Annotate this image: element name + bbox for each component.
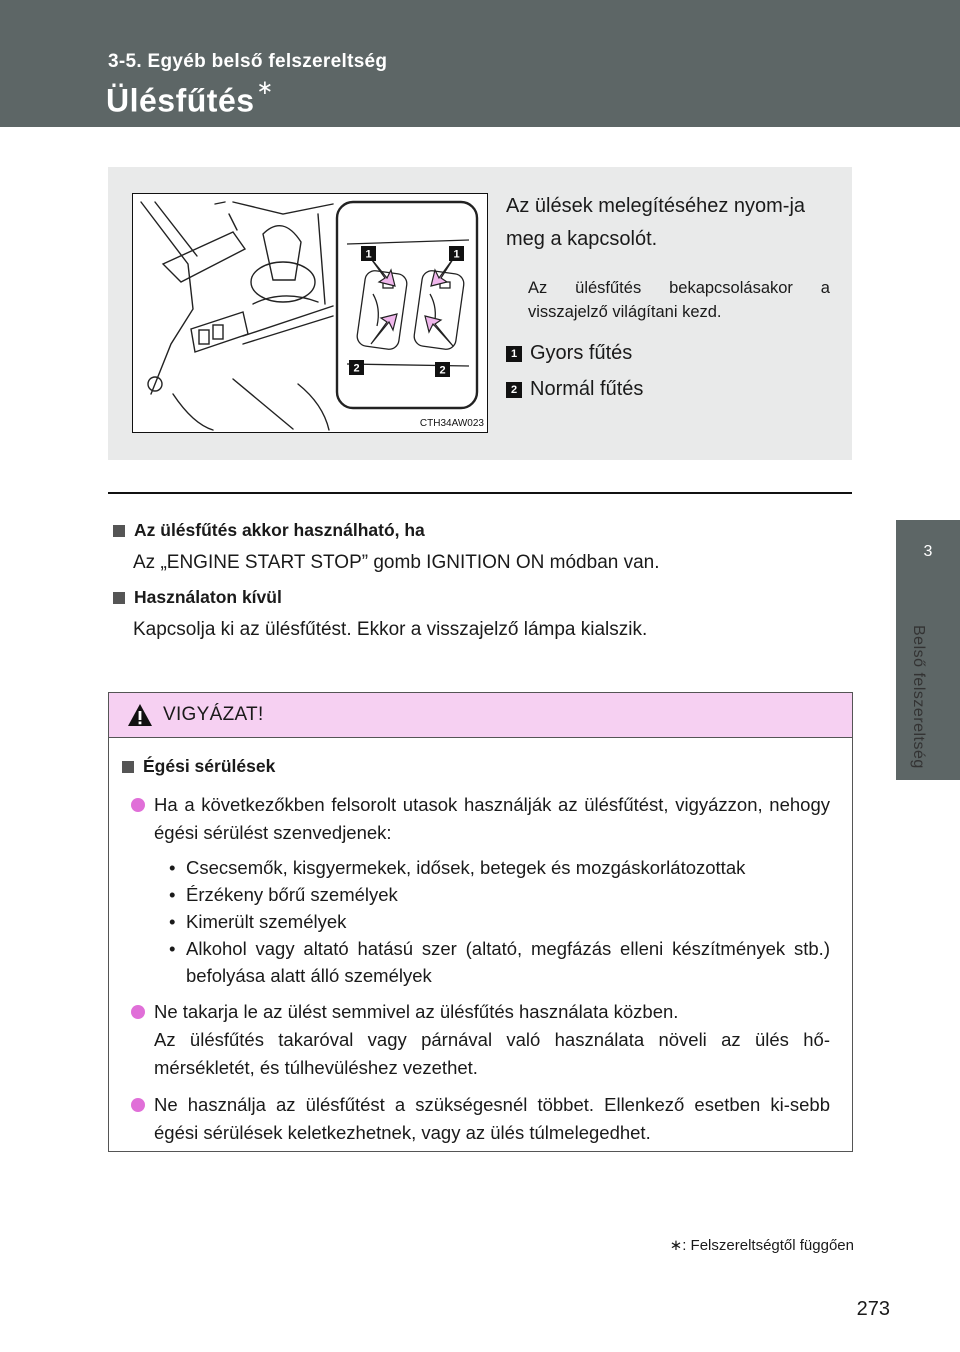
page-title-text: Ülésfűtés bbox=[106, 82, 255, 119]
sub-instruction: Az ülésfűtés bekapcsolásakor a visszajelző világítani kezd. bbox=[528, 279, 830, 321]
callout-2-left: 2 bbox=[353, 362, 360, 375]
caution-item bbox=[154, 791, 830, 989]
section-divider bbox=[108, 492, 852, 494]
callout-1-right: 1 bbox=[453, 248, 460, 261]
caution-item-text: Ne takarja le az ülést semmivel az ülésfűtés használata közben. bbox=[154, 1001, 679, 1022]
circle-bullet-icon bbox=[131, 1005, 145, 1019]
footnote-text: : Felszereltségtől függően bbox=[682, 1237, 854, 1254]
chapter-label: Belső felszereltség bbox=[910, 625, 927, 769]
list-item: • Kimerült személyek bbox=[169, 908, 830, 935]
caution-item bbox=[154, 1091, 830, 1147]
seat-heater-switch-illustration bbox=[132, 193, 488, 433]
square-bullet-icon bbox=[113, 525, 125, 537]
legend-label: Gyors fűtés bbox=[530, 342, 633, 364]
legend-label: Normál fűtés bbox=[530, 378, 644, 400]
caution-content bbox=[109, 738, 852, 1147]
legend-item-normal-heating bbox=[506, 378, 830, 401]
warning-triangle-icon bbox=[127, 703, 153, 727]
callout-2-right: 2 bbox=[439, 364, 446, 377]
at-risk-list bbox=[169, 854, 830, 989]
image-code: CTH34AW023 bbox=[419, 418, 484, 429]
list-item: • Csecsemők, kisgyermekek, idősek, betegek és mozgáskorlátozottak bbox=[169, 854, 830, 881]
chapter-number: 3 bbox=[923, 543, 933, 560]
note-body: Kapcsolja ki az ülésfűtést. Ekkor a visszajelző lámpa kialszik. bbox=[133, 619, 648, 640]
square-bullet-icon bbox=[113, 592, 125, 604]
caution-box bbox=[108, 692, 853, 1152]
optional-equipment-mark: ∗ bbox=[256, 77, 274, 99]
caution-item bbox=[154, 998, 830, 1082]
caution-header bbox=[109, 693, 852, 738]
main-instruction: Az ülések melegítéséhez nyom-ja meg a kapcsolót. bbox=[506, 195, 806, 250]
caution-label: VIGYÁZAT! bbox=[163, 704, 264, 725]
section-label: 3-5. Egyéb belső felszereltség bbox=[108, 51, 388, 72]
footnote-mark: ∗ bbox=[669, 1237, 683, 1254]
legend-number: 1 bbox=[506, 346, 522, 362]
note-heading: Az ülésfűtés akkor használható, ha bbox=[134, 520, 425, 540]
caution-subheading: Égési sérülések bbox=[143, 756, 276, 776]
caution-item-text: Ha a következőkben felsorolt utasok használják az ülésfűtést, vigyázzon, nehogy égési sérülést szenvedjenek: bbox=[154, 794, 830, 843]
note-usage-condition bbox=[113, 520, 853, 574]
console-drawing bbox=[133, 194, 487, 432]
list-item: • Alkohol vagy altató hatású szer (altató, megfázás elleni készítmények stb.) befolyása alatt álló személyek bbox=[169, 935, 830, 989]
list-item: • Érzékeny bőrű személyek bbox=[169, 881, 830, 908]
legend-number: 2 bbox=[506, 382, 522, 398]
square-bullet-icon bbox=[122, 761, 134, 773]
page-title bbox=[106, 77, 274, 120]
caution-item-text: Ne használja az ülésfűtést a szükségesnél többet. Ellenkező esetben ki-sebb égési sérülések keletkezhetnek, vagy az ülés túlmelegedhet. bbox=[154, 1094, 830, 1143]
note-heading: Használaton kívül bbox=[134, 587, 282, 607]
circle-bullet-icon bbox=[131, 798, 145, 812]
callout-1-left: 1 bbox=[365, 248, 372, 261]
caution-item-text: Az ülésfűtés takaróval vagy párnával való használata növeli az ülés hő-mérsékletét, és túlhevüléshez vezethet. bbox=[154, 1029, 830, 1078]
page-number: 273 bbox=[856, 1298, 890, 1320]
note-body: Az „ENGINE START STOP” gomb IGNITION ON módban van. bbox=[133, 552, 660, 573]
legend-item-fast-heating bbox=[506, 342, 830, 365]
illustration-text bbox=[506, 190, 830, 401]
circle-bullet-icon bbox=[131, 1098, 145, 1112]
note-when-not-in-use bbox=[113, 587, 853, 641]
footnote bbox=[590, 1236, 854, 1254]
